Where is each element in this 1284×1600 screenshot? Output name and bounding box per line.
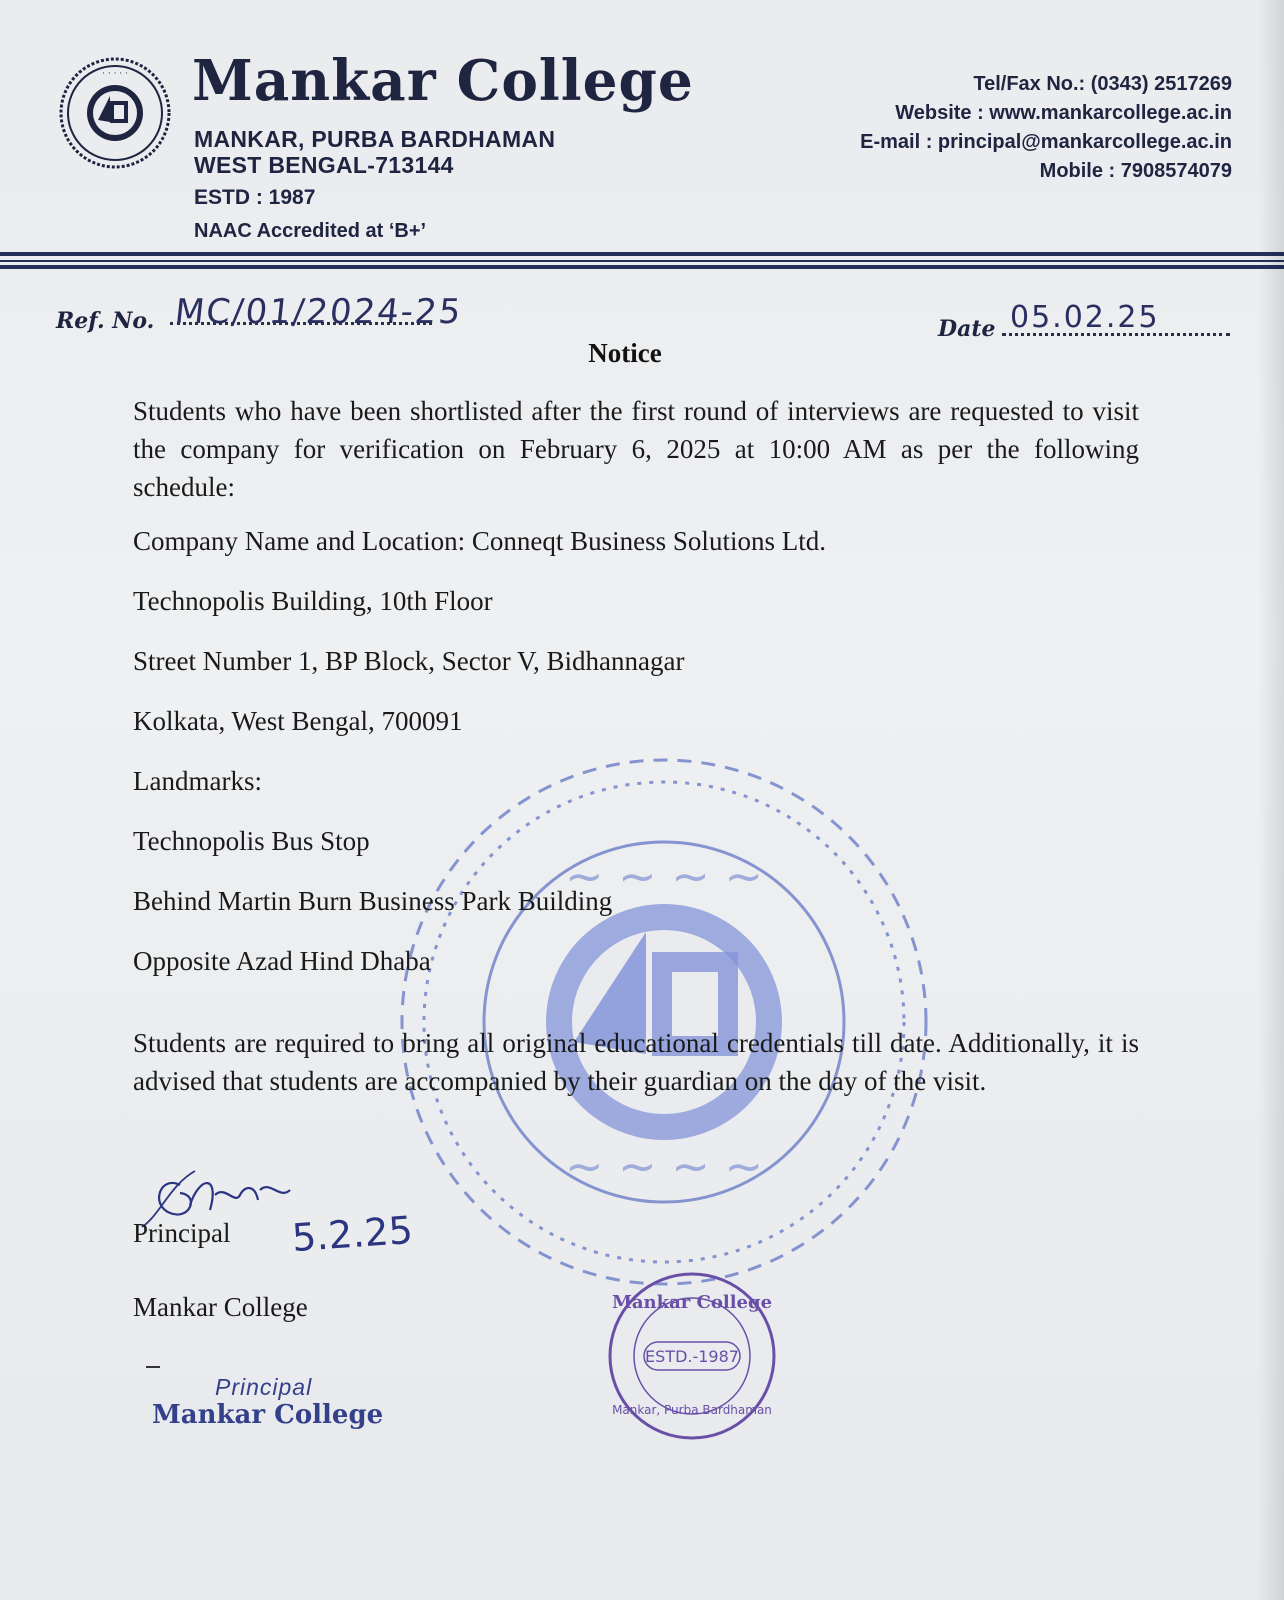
notice-intro-paragraph: Students who have been shortlisted after the first round of interviews are requested to visit the company for verification on February 6, 2025 at 10:00 AM as per the following schedule: — [133, 396, 1139, 502]
notice-closing-paragraph: Students are required to bring all original educational credentials till date. Additionally, it is advised that students are accompanied by their guardian on the day of the visit. — [133, 1028, 1139, 1096]
company-address-line: Kolkata, West Bengal, 700091 — [133, 706, 463, 736]
signoff-institution: Mankar College — [133, 1292, 308, 1322]
landmarks-label: Landmarks: — [133, 766, 262, 796]
seal-top-text: Mankar College — [611, 1292, 773, 1313]
telfax-number: Tel/Fax No.: (0343) 2517269 — [973, 73, 1232, 95]
email-link[interactable]: E-mail : principal@mankarcollege.ac.in — [860, 131, 1232, 153]
college-logo-emblem — [56, 56, 174, 170]
company-address-line: Street Number 1, BP Block, Sector V, Bidhannagar — [133, 646, 685, 676]
college-seal-stamp — [384, 742, 944, 1302]
ref-label: Ref. No. — [56, 308, 155, 334]
notice-heading: Notice — [588, 338, 662, 368]
header-divider-thin — [0, 260, 1284, 262]
seal-center-text: ESTD.-1987 — [645, 1347, 739, 1366]
svg-text:· · · · ·: · · · · · — [102, 69, 128, 79]
landmark-item: Behind Martin Burn Business Park Building — [133, 886, 613, 916]
address-line-1: MANKAR, PURBA BARDHAMAN — [194, 126, 556, 152]
address-line-2: WEST BENGAL-713144 — [194, 152, 454, 178]
company-address-line: Technopolis Building, 10th Floor — [133, 586, 493, 616]
established-year: ESTD : 1987 — [194, 186, 316, 209]
estd-round-seal — [604, 1268, 780, 1444]
website-link[interactable]: Website : www.mankarcollege.ac.in — [895, 102, 1232, 124]
principal-stamp-college: Mankar College — [152, 1400, 384, 1430]
header-divider-lower — [0, 265, 1284, 269]
svg-text:~ ~ ~ ~: ~ ~ ~ ~ — [564, 849, 764, 903]
handwritten-sign-date: 5.2.25 — [290, 1207, 415, 1261]
contact-block — [860, 70, 1232, 186]
company-name-location: Company Name and Location: Conneqt Business Solutions Ltd. — [133, 526, 826, 556]
svg-text:~ ~ ~ ~: ~ ~ ~ ~ — [564, 1139, 764, 1193]
date-label: Date — [938, 316, 996, 342]
landmark-item: Opposite Azad Hind Dhaba — [133, 946, 431, 976]
landmark-item: Technopolis Bus Stop — [133, 826, 370, 856]
signoff-designation: Principal — [133, 1218, 231, 1248]
principal-stamp-title: Principal — [215, 1374, 313, 1400]
signoff-dash — [146, 1366, 160, 1368]
mobile-number: Mobile : 7908574079 — [1039, 160, 1232, 182]
seal-bottom-text: Mankar, Purba Bardhaman — [612, 1403, 772, 1417]
ref-number: MC/01/2024-25 — [172, 292, 465, 332]
college-name: Mankar College — [192, 48, 694, 114]
date-value: 05.02.25 — [1010, 300, 1160, 335]
header-divider — [0, 252, 1284, 256]
naac-accreditation: NAAC Accredited at ‘B+’ — [194, 220, 427, 242]
